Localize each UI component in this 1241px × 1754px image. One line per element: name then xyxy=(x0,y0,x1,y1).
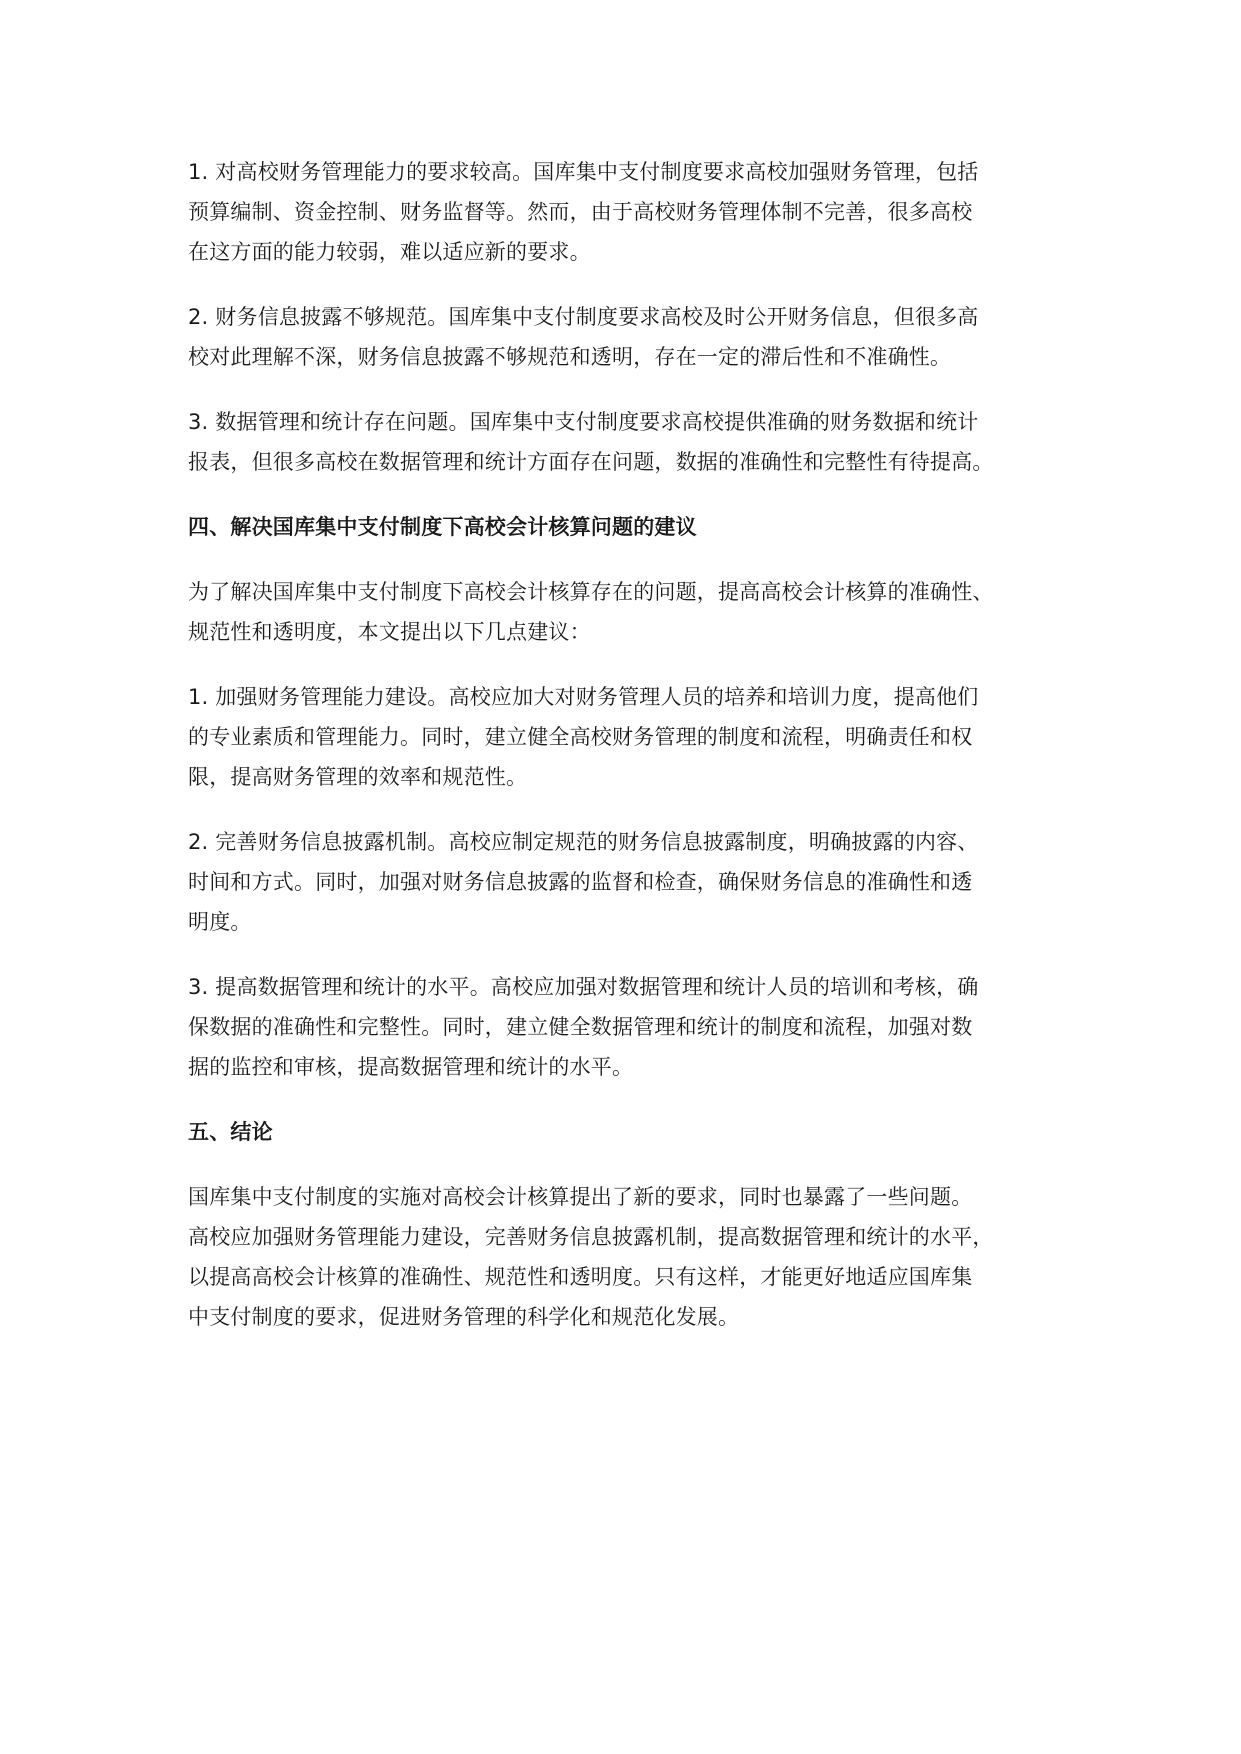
text-line: 时间和方式。同时，加强对财务信息披露的监督和检查，确保财务信息的准确性和透 xyxy=(188,870,973,894)
section-heading-suggestions xyxy=(188,507,1068,547)
text-line: 校对此理解不深，财务信息披露不够规范和透明，存在一定的滞后性和不准确性。 xyxy=(188,345,952,369)
text-line: 在这方面的能力较弱，难以适应新的要求。 xyxy=(188,240,591,264)
text-line: 预算编制、资金控制、财务监督等。然而，由于高校财务管理体制不完善，很多高校 xyxy=(188,200,973,224)
text-line: 保数据的准确性和完整性。同时，建立健全数据管理和统计的制度和流程，加强对数 xyxy=(188,1015,973,1039)
text-line: 以提高高校会计核算的准确性、规范性和透明度。只有这样，才能更好地适应国库集 xyxy=(188,1265,973,1289)
text-line: 明度。 xyxy=(188,910,252,934)
text-line: 3. 数据管理和统计存在问题。国库集中支付制度要求高校提供准确的财务数据和统计 xyxy=(188,410,979,434)
text-line: 中支付制度的要求，促进财务管理的科学化和规范化发展。 xyxy=(188,1305,740,1329)
text-line: 2. 财务信息披露不够规范。国库集中支付制度要求高校及时公开财务信息，但很多高 xyxy=(188,305,979,329)
text-line: 高校应加强财务管理能力建设，完善财务信息披露机制，提高数据管理和统计的水平， xyxy=(188,1225,994,1249)
paragraph-data-issue xyxy=(188,402,1068,482)
text-line: 规范性和透明度，本文提出以下几点建议： xyxy=(188,620,591,644)
paragraph-requirement-capability xyxy=(188,152,1068,272)
text-line: 的专业素质和管理能力。同时，建立健全高校财务管理的制度和流程，明确责任和权 xyxy=(188,725,973,749)
paragraph-conclusion xyxy=(188,1177,1068,1337)
text-line: 限，提高财务管理的效率和规范性。 xyxy=(188,765,528,789)
paragraph-disclosure-issue xyxy=(188,297,1068,377)
document-body xyxy=(188,152,1068,1362)
text-line: 国库集中支付制度的实施对高校会计核算提出了新的要求，同时也暴露了一些问题。 xyxy=(188,1185,973,1209)
paragraph-suggestion-capability xyxy=(188,677,1068,797)
text-line: 1. 对高校财务管理能力的要求较高。国库集中支付制度要求高校加强财务管理，包括 xyxy=(188,160,979,184)
text-line: 为了解决国库集中支付制度下高校会计核算存在的问题，提高高校会计核算的准确性、 xyxy=(188,580,994,604)
heading-text: 五、结论 xyxy=(188,1120,273,1144)
heading-text: 四、解决国库集中支付制度下高校会计核算问题的建议 xyxy=(188,515,697,539)
paragraph-suggestion-disclosure xyxy=(188,822,1068,942)
paragraph-suggestions-intro xyxy=(188,572,1068,652)
text-line: 1. 加强财务管理能力建设。高校应加大对财务管理人员的培养和培训力度，提高他们 xyxy=(188,685,979,709)
text-line: 据的监控和审核，提高数据管理和统计的水平。 xyxy=(188,1055,634,1079)
text-line: 报表，但很多高校在数据管理和统计方面存在问题，数据的准确性和完整性有待提高。 xyxy=(188,450,994,474)
section-heading-conclusion xyxy=(188,1112,1068,1152)
paragraph-suggestion-data xyxy=(188,967,1068,1087)
text-line: 2. 完善财务信息披露机制。高校应制定规范的财务信息披露制度，明确披露的内容、 xyxy=(188,830,979,854)
text-line: 3. 提高数据管理和统计的水平。高校应加强对数据管理和统计人员的培训和考核，确 xyxy=(188,975,979,999)
